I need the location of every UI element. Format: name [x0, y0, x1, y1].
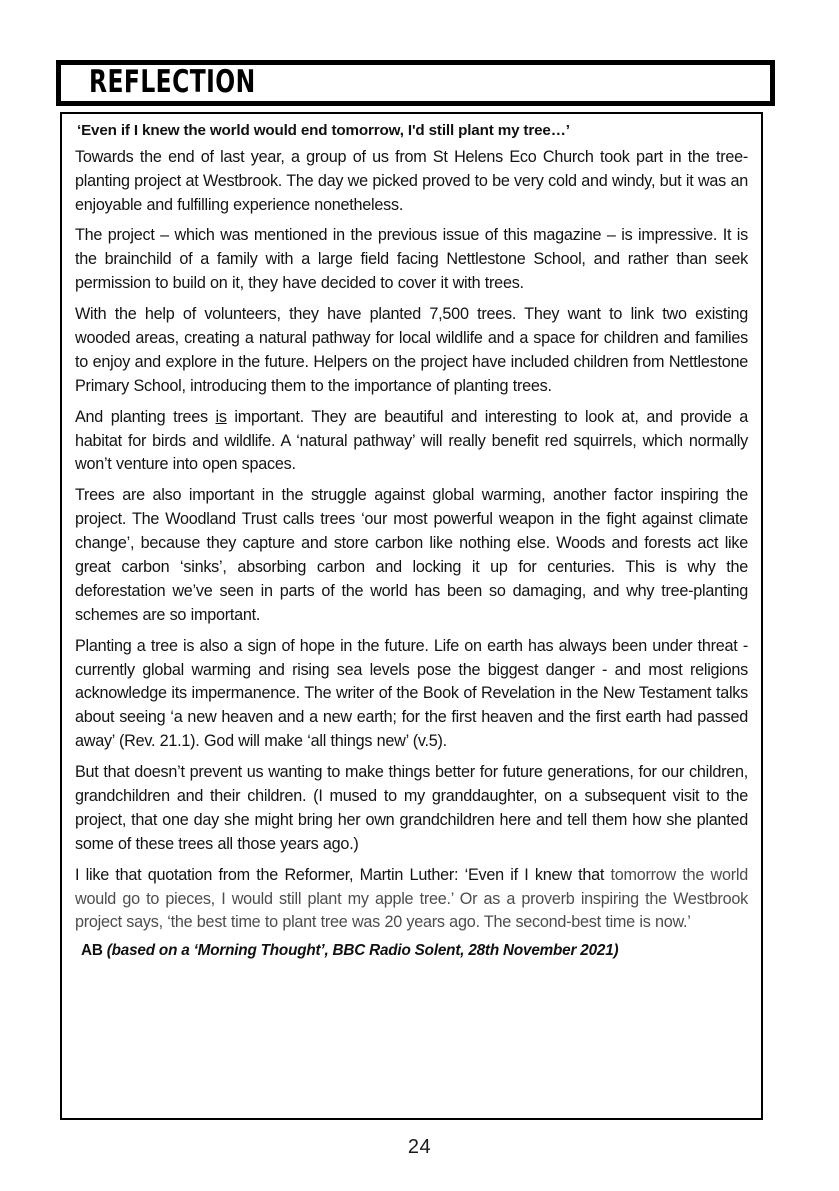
article-paragraph-3: With the help of volunteers, they have planted 7,500 trees. They want to link two existing wooded areas, creating a natural pathway for local wildlife and a space for children and families to enjoy and explore in the future. Helpers on the project have included children from Nettlestone Primary School, introducing them to the importance of planting trees.	[75, 305, 748, 395]
section-header-box	[56, 60, 775, 106]
article-box	[60, 112, 763, 1120]
article-paragraph-1: Towards the end of last year, a group of us from St Helens Eco Church took part in the tree-planting project at Westbrook. The day we picked proved to be very cold and windy, but it was an enjoyable and fulfilling experience nonetheless.	[75, 147, 748, 214]
paragraph-text-after-emphasis: important. They are beautiful and interesting to look at, and provide a habitat for birds and wildlife. A ‘natural pathway’ will really benefit red squirrels, which normally won’t venture into open spaces.	[75, 407, 749, 474]
article-paragraph-7: But that doesn’t prevent us wanting to make things better for future generations, for our children, grandchildren and their children. (I mused to my granddaughter, on a subsequent visit to the project, that one day she might bring her own grandchildren here and tell them how she planted some of these trees all those years ago.)	[75, 763, 748, 853]
page-title	[89, 63, 287, 100]
page-number: 24	[407, 1136, 432, 1158]
author-initials: AB	[81, 942, 103, 960]
article-paragraph-8	[75, 864, 748, 936]
article-paragraph-5: Trees are also important in the struggle against global warming, another factor inspiring the project. The Woodland Trust calls trees ‘our most powerful weapon in the fight against climate change’, because they capture and store carbon like nothing else. Woods and forests act like great carbon ‘sinks’, absorbing carbon and locking it up for centuries. This is why the deforestation we’ve seen in parts of the world has been so damaging, and why tree-planting schemes are so important.	[75, 486, 748, 624]
paragraph-text-before-emphasis: And planting trees	[75, 407, 216, 426]
emphasised-word: is	[215, 407, 227, 426]
luther-quote-continuation: tomorrow the world would go to pieces, I would still plant my apple tree.’ Or as a proverb inspiring the Westbrook project says, ‘the best time to plant tree was 20 years ago. The second-best time is now.’	[75, 865, 748, 932]
article-attribution	[81, 941, 748, 961]
page-title-text: REFLECTION	[89, 63, 256, 100]
article-paragraph-6: Planting a tree is also a sign of hope in the future. Life on earth has always been under threat - currently global warming and rising sea levels pose the biggest danger - and most religions acknowledge its impermanence. The writer of the Book of Revelation in the New Testament talks about seeing ‘a new heaven and a new earth; for the first heaven and the first earth had passed away’ (Rev. 21.1). God will make ‘all things new’ (v.5).	[75, 636, 748, 751]
article-paragraph-4	[75, 406, 748, 478]
luther-quote-lead: I like that quotation from the Reformer, Martin Luther: ‘Even if I knew that	[75, 865, 611, 884]
attribution-source: (based on a ‘Morning Thought’, BBC Radio Solent, 28th November 2021)	[106, 942, 619, 960]
article-lede: ‘Even if I knew the world would end tomorrow, I'd still plant my tree…’	[77, 122, 570, 139]
article-paragraph-2: The project – which was mentioned in the previous issue of this magazine – is impressive. It is the brainchild of a family with a large field facing Nettlestone School, and rather than seek permission to build on it, they have decided to cover it with trees.	[75, 226, 748, 293]
